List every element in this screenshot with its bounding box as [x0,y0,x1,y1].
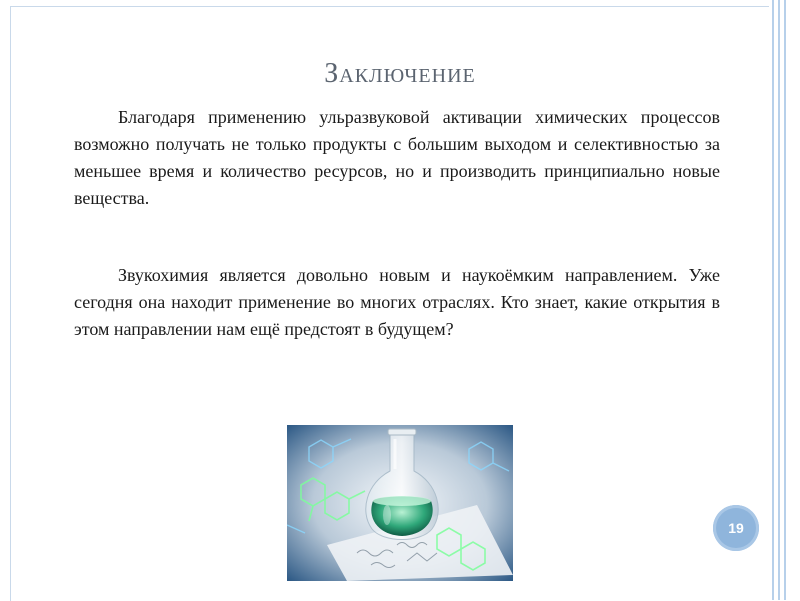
paragraph-1: Благодаря применению ульразвуковой активации химических процессов возможно получать не только продукты с большим выходом и селективностью за меньшее время и количество ресурсов, но и производить принципиально новые вещества. [74,107,720,208]
page-number-badge: 19 [713,505,759,551]
slide-frame-lines [770,0,800,600]
paragraph-2: Звукохимия является довольно новым и наукоёмким направлением. Уже сегодня она находит применение во многих отраслях. Кто знает, какие открытия в этом направлении нам ещё предстоят в будущем? [74,265,720,339]
chemistry-flask-photo [287,425,513,581]
slide-title: Заключение [324,58,476,89]
